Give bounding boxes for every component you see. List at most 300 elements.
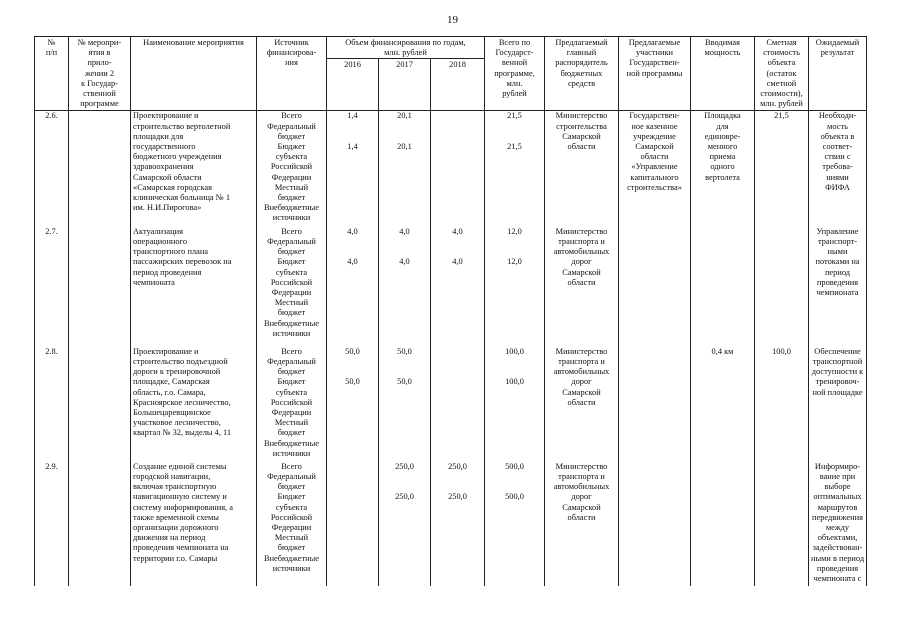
header-line: Предлагаемые — [628, 38, 681, 47]
value-2017-total: 20,1 — [397, 111, 412, 121]
source-line: Федеральный — [267, 121, 316, 131]
name-line: проведения чемпионата на — [133, 543, 229, 553]
result-line: доступности к — [811, 367, 864, 377]
participants-line: строительства» — [627, 182, 682, 192]
source-line: Федеральный — [267, 357, 316, 367]
result-line: чемпионата — [816, 288, 859, 297]
header-line: жении 2 — [84, 68, 115, 78]
row-total — [485, 462, 545, 586]
row-source — [257, 347, 327, 462]
source-line: Российской — [270, 397, 313, 407]
manager-line: дорог — [571, 377, 592, 387]
name-line: Большецаревщинское — [133, 408, 211, 417]
result-line: маршрутов — [817, 502, 858, 512]
header-manager — [545, 37, 619, 111]
header-line: прило- — [87, 58, 112, 68]
header-year-2018: 2018 — [431, 59, 485, 111]
header-line: главный — [566, 48, 597, 58]
manager-line: автомобильных — [553, 367, 610, 377]
manager-line: транспорта и — [558, 237, 605, 247]
spacer — [329, 122, 376, 142]
header-appendix — [69, 37, 131, 111]
row-2016 — [327, 462, 379, 586]
row-appendix — [69, 347, 131, 462]
header-line: рублей — [502, 88, 527, 98]
row-capacity — [691, 227, 755, 347]
header-funding — [327, 37, 485, 59]
name-line: строительство подъездной — [133, 357, 228, 367]
row-participants — [619, 347, 691, 462]
row-2016 — [327, 111, 379, 227]
manager-line: области — [567, 397, 596, 407]
source-line: бюджет — [277, 308, 306, 318]
row-name — [131, 227, 257, 347]
header-line: средств — [567, 78, 596, 88]
value-total-regional: 21,5 — [507, 141, 522, 151]
header-total — [485, 37, 545, 111]
manager-line: Самарской — [562, 131, 601, 141]
source-line: Бюджет — [277, 141, 306, 151]
row-cost: 100,0 — [755, 347, 809, 462]
table-row — [35, 462, 867, 586]
name-line: включая транспортную — [133, 482, 217, 492]
result-line: вание при — [819, 472, 856, 482]
participants-line: Государствен- — [629, 111, 680, 121]
header-line: к Государ- — [81, 78, 118, 88]
header-line: программе — [80, 99, 119, 109]
value-total-regional: 100,0 — [505, 377, 524, 387]
source-line: бюджет — [277, 192, 306, 202]
source-line: бюджет — [277, 247, 306, 257]
source-line: бюджет — [277, 428, 306, 438]
name-line: «Самарская городская — [133, 182, 212, 192]
value-total-regional: 500,0 — [505, 492, 524, 502]
header-line: распорядитель — [555, 58, 608, 68]
source-line: Федеральный — [267, 237, 316, 247]
spacer — [381, 357, 428, 377]
participants-line: «Управление — [631, 162, 678, 172]
manager-line: области — [567, 141, 596, 151]
row-name — [131, 462, 257, 586]
header-num — [35, 37, 69, 111]
value-2018-regional — [433, 377, 482, 387]
row-2017 — [379, 462, 431, 586]
result-line: ными в период — [811, 553, 865, 563]
value-2018-regional: 4,0 — [452, 257, 463, 267]
name-line: строительство вертолетной — [133, 121, 231, 131]
row-2018 — [431, 111, 485, 227]
row-cost: 21,5 — [755, 111, 809, 227]
capacity-line: приема — [709, 152, 736, 162]
source-line: источники — [272, 448, 311, 458]
header-line: (остаток — [766, 68, 797, 78]
name-line: клиническая больница № 1 — [133, 192, 231, 202]
result-line: проведения — [816, 277, 859, 287]
row-2016 — [327, 227, 379, 347]
source-line: Местный — [274, 182, 309, 192]
result-line: передвижения — [812, 512, 863, 522]
capacity-line: 0,4 км — [711, 346, 734, 356]
manager-line: Самарской — [562, 502, 601, 512]
value-2017-regional: 250,0 — [395, 492, 414, 502]
participants-line: ное казенное — [631, 121, 678, 131]
spacer — [329, 237, 376, 257]
row-source — [257, 227, 327, 347]
header-line: Сметная — [766, 38, 797, 47]
manager-line: Самарской — [562, 267, 601, 277]
name-line: квартал № 32, выделы 4, 11 — [133, 428, 232, 438]
result-line: Обеспечение — [814, 346, 861, 356]
source-line: Бюджет — [277, 492, 306, 502]
name-line: движения на период — [133, 533, 206, 543]
source-line: бюджет — [277, 482, 306, 492]
name-line: Проектирование и — [133, 346, 199, 356]
manager-line: Министерство — [555, 346, 608, 356]
source-line: Федерации — [271, 523, 312, 532]
header-line: программе, — [494, 68, 535, 78]
header-line: млн. рублей — [384, 48, 427, 58]
capacity-line: одного — [710, 162, 735, 172]
value-2016-total: 1,4 — [347, 111, 358, 121]
result-line: объекта в — [820, 131, 855, 141]
result-line: между — [825, 523, 850, 532]
header-line: ной программы — [626, 68, 683, 78]
manager-line: Самарской — [562, 387, 601, 397]
row-number: 2.9. — [35, 462, 69, 586]
header-line: Государствен- — [629, 58, 680, 68]
value-2016-regional — [329, 492, 376, 502]
source-line: Российской — [270, 162, 313, 172]
header-line: объекта — [767, 58, 796, 68]
header-source — [257, 37, 327, 111]
value-2017-total: 250,0 — [395, 461, 414, 471]
result-line: ной площадке — [812, 387, 863, 397]
name-line: область, г.о. Самара, — [133, 387, 206, 397]
row-2016 — [327, 347, 379, 462]
source-line: Федерации — [271, 408, 312, 417]
name-line: систему информирования, а — [133, 502, 233, 512]
result-line: ниями — [826, 172, 849, 182]
table-row — [35, 227, 867, 347]
source-line: Всего — [281, 461, 302, 471]
result-line: Информиро- — [814, 461, 861, 471]
name-line: также временной схемы — [133, 512, 219, 522]
source-line: Местный — [274, 418, 309, 428]
source-line: Внебюджетные — [263, 553, 320, 563]
header-participants — [619, 37, 691, 111]
row-capacity — [691, 462, 755, 586]
row-manager — [545, 347, 619, 462]
source-line: субъекта — [275, 267, 308, 277]
spacer — [381, 237, 428, 257]
name-line: государственного — [133, 141, 196, 151]
result-line: мость — [827, 121, 848, 131]
value-2018-regional: 250,0 — [448, 492, 467, 502]
row-participants — [619, 227, 691, 347]
value-2016-regional: 50,0 — [345, 377, 360, 387]
manager-line: транспорта и — [558, 357, 605, 367]
capacity-line: вертолета — [705, 172, 740, 182]
source-line: Бюджет — [277, 377, 306, 387]
row-source — [257, 111, 327, 227]
name-line: Создание единой системы — [133, 461, 227, 471]
result-line: проведения — [816, 563, 859, 573]
spacer — [487, 237, 542, 257]
header-line: финансирова- — [266, 48, 317, 58]
result-line: соответ- — [822, 141, 853, 151]
row-capacity — [691, 347, 755, 462]
name-line: навигационную систему и — [133, 492, 227, 502]
value-2016-total: 50,0 — [345, 346, 360, 356]
row-manager — [545, 111, 619, 227]
row-2018 — [431, 462, 485, 586]
source-line: Местный — [274, 533, 309, 543]
value-total-total: 21,5 — [507, 111, 522, 121]
name-line: операционного — [133, 237, 188, 247]
row-capacity — [691, 111, 755, 227]
result-line: ными — [827, 247, 848, 257]
manager-line: дорог — [571, 257, 592, 267]
value-2018-total: 250,0 — [448, 461, 467, 471]
header-line: Ожидаемый — [815, 38, 860, 47]
name-line: пассажирских перевозок на — [133, 257, 232, 267]
value-2018-total — [433, 111, 482, 121]
header-line: сметной — [766, 78, 797, 88]
spacer — [381, 122, 428, 142]
row-participants — [619, 111, 691, 227]
row-2018 — [431, 347, 485, 462]
result-line: тренировоч- — [815, 377, 860, 387]
header-year-2016: 2016 — [327, 59, 379, 111]
row-cost — [755, 227, 809, 347]
row-2017 — [379, 111, 431, 227]
manager-line: дорог — [571, 492, 592, 502]
spacer — [381, 472, 428, 492]
header-line: стоимости), — [760, 88, 803, 98]
source-line: Внебюджетные — [263, 438, 320, 448]
header-capacity — [691, 37, 755, 111]
row-manager — [545, 227, 619, 347]
source-line: Федеральный — [267, 472, 316, 482]
value-2016-total: 4,0 — [347, 226, 358, 236]
row-result — [809, 462, 867, 586]
header-line: бюджетных — [560, 68, 603, 78]
header-line: результат — [820, 48, 855, 58]
spacer — [329, 357, 376, 377]
header-line: Объем финансирования по годам, — [345, 38, 466, 47]
header-cost — [755, 37, 809, 111]
manager-line: Министерство — [555, 111, 608, 121]
source-line: Всего — [281, 226, 302, 236]
header-line: Источник — [274, 38, 309, 47]
spacer — [487, 122, 542, 142]
participants-line: области — [640, 152, 669, 162]
source-line: Местный — [274, 298, 309, 308]
header-line: № — [47, 38, 56, 47]
source-line: Федерации — [271, 172, 312, 182]
source-line: Российской — [270, 512, 313, 522]
source-line: Внебюджетные — [263, 318, 320, 328]
measures-table — [34, 36, 867, 586]
value-2017-regional: 4,0 — [399, 257, 410, 267]
header-line: участники — [635, 48, 673, 58]
capacity-line: единовре- — [704, 131, 741, 141]
header-line: ятия в — [88, 48, 111, 58]
header-line: п/п — [45, 48, 58, 58]
row-total — [485, 347, 545, 462]
name-line: Проектирование и — [133, 111, 199, 121]
name-line: чемпионата — [133, 277, 175, 287]
header-line: № меропри- — [77, 38, 122, 47]
header-line: млн. рублей — [760, 99, 803, 109]
header-name: Наименование мероприятия — [131, 37, 257, 111]
spacer — [433, 237, 482, 257]
capacity-line: Площадка — [704, 111, 741, 121]
manager-line: автомобильных — [553, 247, 610, 257]
source-line: Российской — [270, 277, 313, 287]
source-line: субъекта — [275, 387, 308, 397]
row-result — [809, 227, 867, 347]
name-line: период проведения — [133, 267, 202, 277]
row-result — [809, 347, 867, 462]
value-2017-regional: 20,1 — [397, 141, 412, 151]
result-line: транспортной — [812, 357, 863, 367]
row-appendix — [69, 227, 131, 347]
result-line: ФИФА — [825, 182, 850, 192]
value-2018-total: 4,0 — [452, 226, 463, 236]
table-row — [35, 111, 867, 227]
value-2017-total: 50,0 — [397, 346, 412, 356]
capacity-line: для — [716, 121, 729, 131]
value-2017-total: 4,0 — [399, 226, 410, 236]
row-2017 — [379, 227, 431, 347]
header-year-2017: 2017 — [379, 59, 431, 111]
source-line: субъекта — [275, 502, 308, 512]
row-number: 2.8. — [35, 347, 69, 462]
row-cost — [755, 462, 809, 586]
page-number: 19 — [447, 14, 458, 26]
value-2016-regional: 1,4 — [347, 141, 358, 151]
manager-line: строительства — [556, 121, 607, 131]
participants-line: Самарской — [635, 141, 674, 151]
source-line: источники — [272, 328, 311, 338]
manager-line: автомобильных — [553, 482, 610, 492]
result-line: период — [824, 267, 851, 277]
header-line: ния — [285, 58, 298, 68]
name-line: Красноярское лесничество, — [133, 397, 231, 407]
name-line: городской навигации, — [133, 472, 211, 482]
header-line: Предлагаемый — [555, 38, 608, 47]
name-line: организации дорожного — [133, 523, 219, 532]
spacer — [433, 357, 482, 377]
result-line: ствии с — [824, 152, 851, 162]
row-participants — [619, 462, 691, 586]
row-number: 2.6. — [35, 111, 69, 227]
source-line: Федерации — [271, 288, 312, 297]
source-line: источники — [272, 563, 311, 573]
value-2018-regional — [433, 142, 482, 152]
name-line: участковое лесничество, — [133, 418, 221, 428]
header-line: млн. — [506, 78, 523, 88]
header-line: ственной — [83, 88, 116, 98]
value-2016-total — [329, 462, 376, 472]
header-line: Государст- — [495, 48, 534, 58]
participants-line: учреждение — [633, 131, 676, 141]
result-line: транспорт- — [817, 237, 858, 247]
row-number: 2.7. — [35, 227, 69, 347]
spacer — [433, 122, 482, 142]
spacer — [487, 472, 542, 492]
result-line: Необходи- — [818, 111, 857, 121]
name-line: дороги к тренировочной — [133, 367, 221, 377]
capacity-line: менного — [707, 141, 738, 151]
header-line: мощность — [704, 48, 741, 58]
row-name — [131, 111, 257, 227]
source-line: субъекта — [275, 152, 308, 162]
name-line: им. Н.И.Пирогова» — [133, 203, 202, 213]
row-source — [257, 462, 327, 586]
name-line: площадке, Самарская — [133, 377, 210, 387]
result-line: Управление — [816, 226, 859, 236]
header-line: Всего по — [498, 38, 531, 47]
source-line: бюджет — [277, 367, 306, 377]
row-manager — [545, 462, 619, 586]
header-line: стоимость — [763, 48, 800, 58]
result-line: чемпионата с — [813, 573, 862, 583]
source-line: Всего — [281, 111, 302, 121]
result-line: выборе — [824, 482, 851, 492]
source-line: бюджет — [277, 131, 306, 141]
row-2018 — [431, 227, 485, 347]
row-total — [485, 227, 545, 347]
manager-line: области — [567, 512, 596, 522]
manager-line: области — [567, 277, 596, 287]
header-line: венной — [501, 58, 528, 68]
name-line: Актуализация — [133, 226, 183, 236]
result-line: задействован- — [812, 543, 863, 553]
source-line: Бюджет — [277, 257, 306, 267]
result-line: потоками на — [815, 257, 860, 267]
name-line: здравоохранения — [133, 162, 194, 172]
result-line: оптимальных — [813, 492, 862, 502]
row-2017 — [379, 347, 431, 462]
spacer — [329, 472, 376, 492]
source-line: Всего — [281, 346, 302, 356]
source-line: Внебюджетные — [263, 203, 320, 213]
result-line: объектами, — [817, 533, 858, 543]
name-line: Самарской области — [133, 172, 202, 182]
spacer — [487, 357, 542, 377]
table-row — [35, 347, 867, 462]
name-line: площадки для — [133, 131, 184, 141]
value-total-regional: 12,0 — [507, 257, 522, 267]
row-result — [809, 111, 867, 227]
spacer — [433, 472, 482, 492]
value-total-total: 500,0 — [505, 461, 524, 471]
participants-line: капитального — [630, 172, 679, 182]
header-result — [809, 37, 867, 111]
source-line: бюджет — [277, 543, 306, 553]
value-total-total: 100,0 — [505, 346, 524, 356]
result-line: требова- — [822, 162, 853, 172]
header-line: Вводимая — [705, 38, 740, 47]
value-2018-total — [433, 347, 482, 357]
row-name — [131, 347, 257, 462]
row-total — [485, 111, 545, 227]
value-total-total: 12,0 — [507, 226, 522, 236]
value-2017-regional: 50,0 — [397, 377, 412, 387]
source-line: источники — [272, 213, 311, 223]
